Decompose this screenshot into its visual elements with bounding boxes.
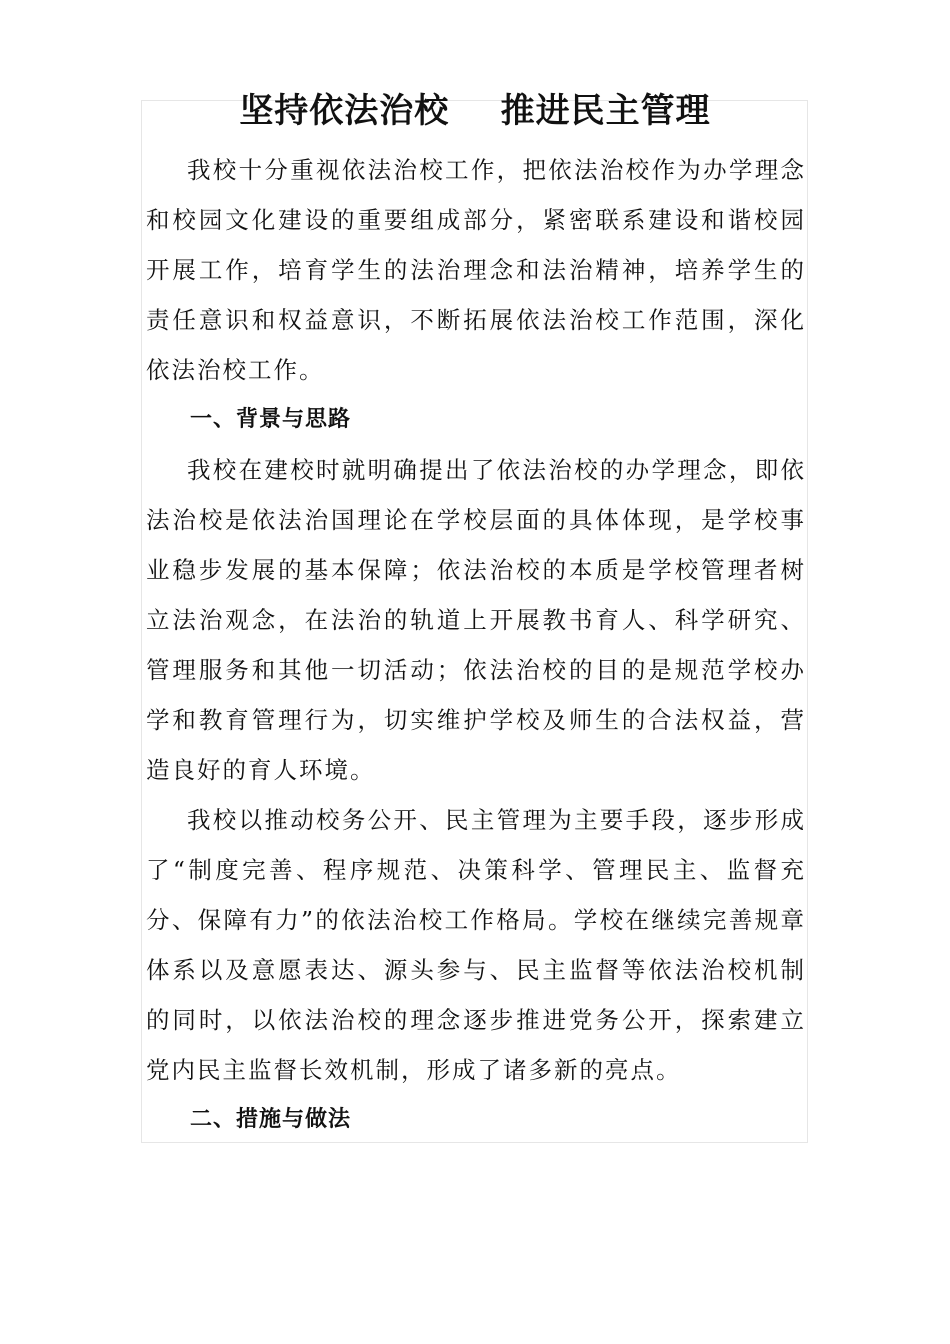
paragraph-background: 我校在建校时就明确提出了依法治校的办学理念，即依法治校是依法治国理论在学校层面的具体体现，是学校事业稳步发展的基本保障；依法治校的本质是学校管理者树立法治观念，在法治的轨道上开展教书育人、科学研究、管理服务和其他一切活动；依法治校的目的是规范学校办学和教育管理行为，切实维护学校及师生的合法权益，营造良好的育人环境。 bbox=[146, 456, 806, 784]
document-body bbox=[146, 145, 806, 1145]
section-heading-background: 一、背景与思路 bbox=[190, 407, 352, 432]
section-heading-measures: 二、措施与做法 bbox=[190, 1107, 352, 1132]
document-title: 坚持依法治校 推进民主管理 bbox=[239, 91, 711, 131]
paragraph-intro: 我校十分重视依法治校工作，把依法治校作为办学理念和校园文化建设的重要组成部分，紧密联系建设和谐校园开展工作，培育学生的法治理念和法治精神，培养学生的责任意识和权益意识，不断拓展依法治校工作范围，深化依法治校工作。 bbox=[146, 156, 806, 384]
paragraph-approach: 我校以推动校务公开、民主管理为主要手段，逐步形成了“制度完善、程序规范、决策科学、管理民主、监督充分、保障有力”的依法治校工作格局。学校在继续完善规章体系以及意愿表达、源头参与、民主监督等依法治校机制的同时，以依法治校的理念逐步推进党务公开，探索建立党内民主监督长效机制，形成了诸多新的亮点。 bbox=[146, 806, 806, 1084]
